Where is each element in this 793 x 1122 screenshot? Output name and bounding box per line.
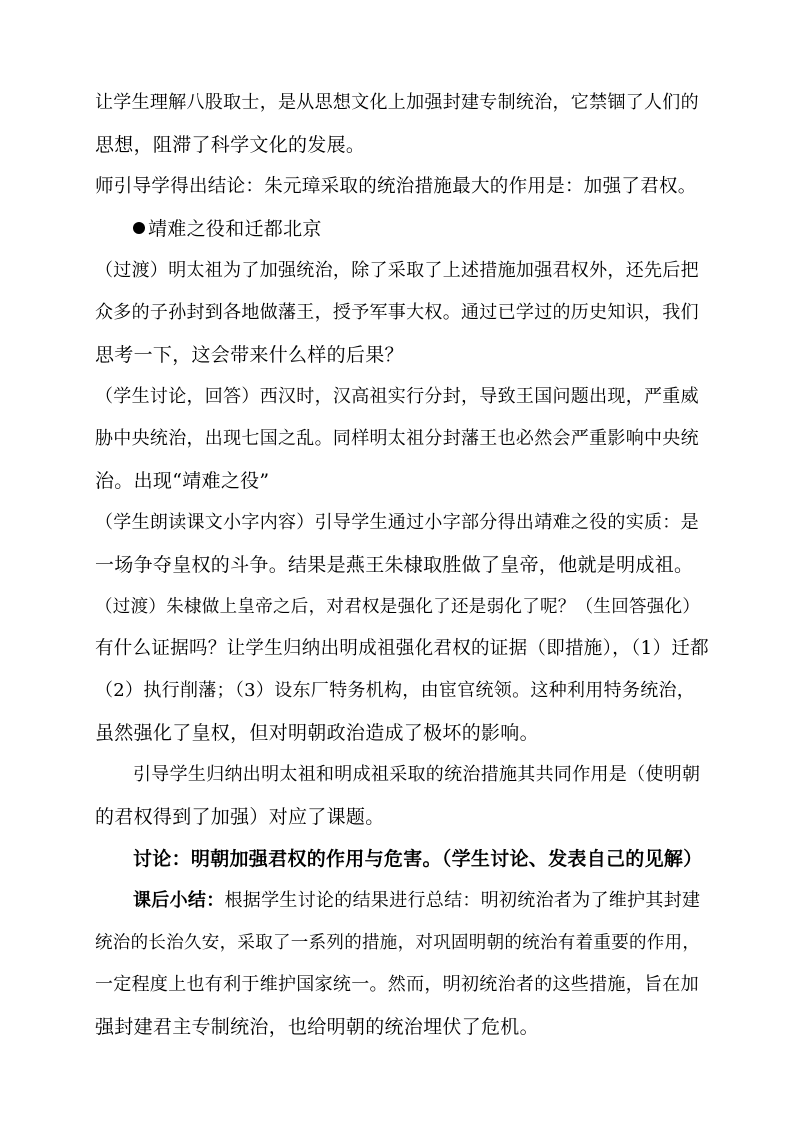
discussion-text: 讨论：明朝加强君权的作用与危害。（学生讨论、发表自己的见解） [133,848,703,870]
text-line: （过渡）朱棣做上皇帝之后，对君权是强化了还是弱化了呢？（生回答强化） [95,597,701,617]
text-line: 引导学生归纳出明太祖和明成祖采取的统治措施其共同作用是（使明朝 [133,764,701,785]
paragraph-line [95,343,710,367]
summary-line [133,889,710,913]
text-line: （学生讨论，回答）西汉时，汉高祖实行分封，导致王国问题出现，严重威 [95,386,699,407]
paragraph-line [95,511,710,535]
discussion-heading [133,847,710,871]
paragraph-line [95,301,710,325]
text-line: （学生朗读课文小字内容）引导学生通过小字部分得出靖难之役的实质：是 [95,512,699,533]
text-line: 统治的长治久安，采取了一系列的措施，对巩固明朝的统治有着重要的作用， [95,933,701,953]
paragraph-line [95,931,710,955]
paragraph-line [95,973,710,997]
text-line: 有什么证据吗？让学生归纳出明成祖强化君权的证据（即措施），（1）迁都 [95,638,709,659]
paragraph-line [95,1015,710,1039]
text-line: 师引导学得出结论：朱元璋采取的统治措施最大的作用是：加强了君权。 [95,176,697,197]
paragraph-line [95,385,710,409]
paragraph-line [95,91,710,115]
paragraph-line [95,553,710,577]
bullet-icon [133,222,145,234]
text-line: 的君权得到了加强）对应了课题。 [95,806,385,828]
text-line: 虽然强化了皇权，但对明朝政治造成了极坏的影响。 [95,722,539,744]
paragraph-line [95,637,710,661]
paragraph-line [95,721,710,745]
text-line: 治。出现“靖难之役” [95,470,270,492]
text-line: 胁中央统治，出现七国之乱。同样明太祖分封藩王也必然会严重影响中央统 [95,428,699,449]
paragraph-line [95,469,710,493]
paragraph-line [95,133,710,157]
section-heading [133,217,748,241]
text-line: （2）执行削藩；（3）设东厂特务机构，由宦官统领。这种利用特务统治， [95,680,696,701]
paragraph-line [95,805,710,829]
text-line: （过渡）明太祖为了加强统治，除了采取了上述措施加强君权外，还先后把 [95,260,699,281]
summary-label: 课后小结： [133,890,225,911]
summary-text: 根据学生讨论的结果进行总结：明初统治者为了维护其封建 [224,890,701,911]
paragraph-line [95,679,710,703]
section-heading-text: 靖难之役和迁都北京 [148,218,322,240]
text-line: 一定程度上也有利于维护国家统一。然而，明初统治者的这些措施，旨在加 [95,974,699,995]
paragraph-line [95,427,710,451]
paragraph-line [95,259,710,283]
text-line: 思考一下，这会带来什么样的后果？ [95,344,404,366]
text-line: 思想，阻滞了科学文化的发展。 [95,134,366,156]
text-line: 一场争夺皇权的斗争。结果是燕王朱棣取胜做了皇帝，他就是明成祖。 [95,554,694,576]
text-line: 强封建君主专制统治，也给明朝的统治埋伏了危机。 [95,1016,539,1038]
text-line: 让学生理解八股取士，是从思想文化上加强封建专制统治，它禁锢了人们的 [95,92,699,113]
paragraph-line [133,763,710,787]
conclusion-line [95,175,710,199]
paragraph-line [95,595,710,619]
text-line: 众多的子孙封到各地做藩王，授予军事大权。通过已学过的历史知识，我们 [95,302,699,323]
